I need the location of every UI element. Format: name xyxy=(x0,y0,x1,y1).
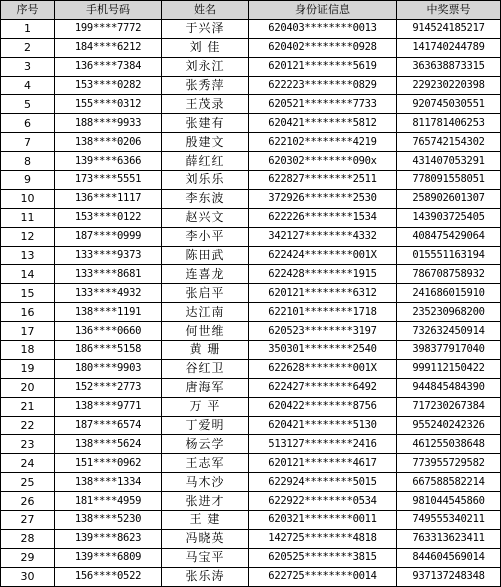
name-cell: 刘 佳 xyxy=(162,38,249,57)
table-row xyxy=(1,284,501,303)
serial-number-cell: 9 xyxy=(1,171,55,190)
name-cell: 张乐涛 xyxy=(162,567,249,586)
id-info-cell: 622827********2511 xyxy=(249,171,397,190)
phone-number-cell: 138****5230 xyxy=(55,511,162,530)
name-cell: 丁爱明 xyxy=(162,416,249,435)
id-info-cell: 142725********4818 xyxy=(249,529,397,548)
phone-number-cell: 139****6366 xyxy=(55,152,162,171)
header-name: 姓名 xyxy=(162,1,249,20)
phone-number-cell: 199****7772 xyxy=(55,19,162,38)
phone-number-cell: 156****0522 xyxy=(55,567,162,586)
name-cell: 殷建文 xyxy=(162,133,249,152)
phone-number-cell: 188****9933 xyxy=(55,114,162,133)
name-cell: 张进才 xyxy=(162,492,249,511)
ticket-number-cell: 431407053291 xyxy=(397,152,501,171)
table-row xyxy=(1,114,501,133)
serial-number-cell: 7 xyxy=(1,133,55,152)
ticket-number-cell: 763313623411 xyxy=(397,529,501,548)
serial-number-cell: 17 xyxy=(1,322,55,341)
phone-number-cell: 138****5624 xyxy=(55,435,162,454)
id-info-cell: 620403********0013 xyxy=(249,19,397,38)
name-cell: 李小平 xyxy=(162,227,249,246)
table-row xyxy=(1,303,501,322)
table-row xyxy=(1,57,501,76)
phone-number-cell: 152****2773 xyxy=(55,378,162,397)
phone-number-cell: 138****0206 xyxy=(55,133,162,152)
header-row xyxy=(1,1,501,20)
serial-number-cell: 12 xyxy=(1,227,55,246)
ticket-number-cell: 229230220398 xyxy=(397,76,501,95)
id-info-cell: 622628********001X xyxy=(249,359,397,378)
phone-number-cell: 136****7384 xyxy=(55,57,162,76)
table-row xyxy=(1,152,501,171)
ticket-number-cell: 786708758932 xyxy=(397,265,501,284)
table-row xyxy=(1,189,501,208)
ticket-number-cell: 732632450914 xyxy=(397,322,501,341)
table-row xyxy=(1,397,501,416)
phone-number-cell: 151****0962 xyxy=(55,454,162,473)
table-row xyxy=(1,208,501,227)
table-row xyxy=(1,548,501,567)
id-info-cell: 620402********0928 xyxy=(249,38,397,57)
id-info-cell: 372926********2530 xyxy=(249,189,397,208)
name-cell: 王茂录 xyxy=(162,95,249,114)
phone-number-cell: 136****0660 xyxy=(55,322,162,341)
table-row xyxy=(1,133,501,152)
id-info-cell: 622226********1534 xyxy=(249,208,397,227)
table-row xyxy=(1,359,501,378)
name-cell: 冯晓英 xyxy=(162,529,249,548)
ticket-number-cell: 920745030551 xyxy=(397,95,501,114)
table-header xyxy=(1,1,501,20)
serial-number-cell: 14 xyxy=(1,265,55,284)
id-info-cell: 622922********0534 xyxy=(249,492,397,511)
serial-number-cell: 4 xyxy=(1,76,55,95)
table-row xyxy=(1,473,501,492)
phone-number-cell: 139****6809 xyxy=(55,548,162,567)
ticket-number-cell: 398377917040 xyxy=(397,341,501,360)
id-info-cell: 622223********0829 xyxy=(249,76,397,95)
name-cell: 谷红卫 xyxy=(162,359,249,378)
name-cell: 刘永江 xyxy=(162,57,249,76)
phone-number-cell: 153****0122 xyxy=(55,208,162,227)
serial-number-cell: 21 xyxy=(1,397,55,416)
ticket-number-cell: 363638873315 xyxy=(397,57,501,76)
name-cell: 陈田武 xyxy=(162,246,249,265)
serial-number-cell: 13 xyxy=(1,246,55,265)
ticket-number-cell: 015551163194 xyxy=(397,246,501,265)
phone-number-cell: 138****1334 xyxy=(55,473,162,492)
phone-number-cell: 138****9771 xyxy=(55,397,162,416)
ticket-number-cell: 999112150422 xyxy=(397,359,501,378)
serial-number-cell: 16 xyxy=(1,303,55,322)
header-winning-ticket: 中奖票号 xyxy=(397,1,501,20)
phone-number-cell: 153****0282 xyxy=(55,76,162,95)
serial-number-cell: 30 xyxy=(1,567,55,586)
id-info-cell: 620121********6312 xyxy=(249,284,397,303)
name-cell: 连喜龙 xyxy=(162,265,249,284)
table-row xyxy=(1,171,501,190)
table-row xyxy=(1,341,501,360)
phone-number-cell: 173****5551 xyxy=(55,171,162,190)
name-cell: 于兴泽 xyxy=(162,19,249,38)
phone-number-cell: 184****6212 xyxy=(55,38,162,57)
name-cell: 达江南 xyxy=(162,303,249,322)
ticket-number-cell: 143903725405 xyxy=(397,208,501,227)
id-info-cell: 620523********3197 xyxy=(249,322,397,341)
phone-number-cell: 181****4959 xyxy=(55,492,162,511)
ticket-number-cell: 749555340211 xyxy=(397,511,501,530)
name-cell: 张启平 xyxy=(162,284,249,303)
name-cell: 赵兴文 xyxy=(162,208,249,227)
phone-number-cell: 187****6574 xyxy=(55,416,162,435)
serial-number-cell: 20 xyxy=(1,378,55,397)
table-row xyxy=(1,76,501,95)
header-id-info: 身份证信息 xyxy=(249,1,397,20)
ticket-number-cell: 955240242326 xyxy=(397,416,501,435)
phone-number-cell: 187****0999 xyxy=(55,227,162,246)
serial-number-cell: 10 xyxy=(1,189,55,208)
table-row xyxy=(1,265,501,284)
table-row xyxy=(1,227,501,246)
header-phone-number: 手机号码 xyxy=(55,1,162,20)
ticket-number-cell: 241686015910 xyxy=(397,284,501,303)
table-row xyxy=(1,416,501,435)
id-info-cell: 620121********5619 xyxy=(249,57,397,76)
table-row xyxy=(1,511,501,530)
serial-number-cell: 25 xyxy=(1,473,55,492)
table-body xyxy=(1,19,501,586)
id-info-cell: 620525********3815 xyxy=(249,548,397,567)
name-cell: 薛红红 xyxy=(162,152,249,171)
id-info-cell: 620421********5812 xyxy=(249,114,397,133)
ticket-number-cell: 914524185217 xyxy=(397,19,501,38)
id-info-cell: 622424********001X xyxy=(249,246,397,265)
phone-number-cell: 139****8623 xyxy=(55,529,162,548)
id-info-cell: 622102********4219 xyxy=(249,133,397,152)
table-row xyxy=(1,322,501,341)
ticket-number-cell: 461255038648 xyxy=(397,435,501,454)
ticket-number-cell: 258902601307 xyxy=(397,189,501,208)
serial-number-cell: 27 xyxy=(1,511,55,530)
serial-number-cell: 6 xyxy=(1,114,55,133)
name-cell: 王 建 xyxy=(162,511,249,530)
ticket-number-cell: 778091558051 xyxy=(397,171,501,190)
id-info-cell: 622101********1718 xyxy=(249,303,397,322)
ticket-number-cell: 141740244789 xyxy=(397,38,501,57)
serial-number-cell: 1 xyxy=(1,19,55,38)
phone-number-cell: 186****5158 xyxy=(55,341,162,360)
name-cell: 王志军 xyxy=(162,454,249,473)
serial-number-cell: 23 xyxy=(1,435,55,454)
phone-number-cell: 133****9373 xyxy=(55,246,162,265)
ticket-number-cell: 773955729582 xyxy=(397,454,501,473)
serial-number-cell: 15 xyxy=(1,284,55,303)
id-info-cell: 620121********4617 xyxy=(249,454,397,473)
id-info-cell: 620421********5130 xyxy=(249,416,397,435)
serial-number-cell: 3 xyxy=(1,57,55,76)
id-info-cell: 622725********0014 xyxy=(249,567,397,586)
id-info-cell: 513127********2416 xyxy=(249,435,397,454)
ticket-number-cell: 667588582214 xyxy=(397,473,501,492)
name-cell: 刘乐乐 xyxy=(162,171,249,190)
phone-number-cell: 180****9903 xyxy=(55,359,162,378)
phone-number-cell: 155****0312 xyxy=(55,95,162,114)
name-cell: 杨云学 xyxy=(162,435,249,454)
name-cell: 黄 珊 xyxy=(162,341,249,360)
ticket-number-cell: 408475429064 xyxy=(397,227,501,246)
table-row xyxy=(1,38,501,57)
serial-number-cell: 28 xyxy=(1,529,55,548)
name-cell: 张建有 xyxy=(162,114,249,133)
ticket-number-cell: 765742154302 xyxy=(397,133,501,152)
ticket-number-cell: 235230968200 xyxy=(397,303,501,322)
ticket-number-cell: 937137248348 xyxy=(397,567,501,586)
name-cell: 李东波 xyxy=(162,189,249,208)
table-row xyxy=(1,246,501,265)
id-info-cell: 350301********2540 xyxy=(249,341,397,360)
serial-number-cell: 11 xyxy=(1,208,55,227)
ticket-number-cell: 811781406253 xyxy=(397,114,501,133)
table-row xyxy=(1,19,501,38)
phone-number-cell: 136****1117 xyxy=(55,189,162,208)
serial-number-cell: 22 xyxy=(1,416,55,435)
table-row xyxy=(1,529,501,548)
table-row xyxy=(1,454,501,473)
ticket-number-cell: 944845484390 xyxy=(397,378,501,397)
serial-number-cell: 18 xyxy=(1,341,55,360)
id-info-cell: 622924********5015 xyxy=(249,473,397,492)
id-info-cell: 622427********6492 xyxy=(249,378,397,397)
serial-number-cell: 24 xyxy=(1,454,55,473)
table-row xyxy=(1,95,501,114)
name-cell: 马木沙 xyxy=(162,473,249,492)
serial-number-cell: 19 xyxy=(1,359,55,378)
id-info-cell: 620302********090x xyxy=(249,152,397,171)
serial-number-cell: 8 xyxy=(1,152,55,171)
phone-number-cell: 133****4932 xyxy=(55,284,162,303)
name-cell: 何世维 xyxy=(162,322,249,341)
ticket-number-cell: 981044545860 xyxy=(397,492,501,511)
ticket-number-cell: 844604569014 xyxy=(397,548,501,567)
table-row xyxy=(1,435,501,454)
phone-number-cell: 133****8681 xyxy=(55,265,162,284)
table-row xyxy=(1,492,501,511)
table-row xyxy=(1,378,501,397)
id-info-cell: 342127********4332 xyxy=(249,227,397,246)
name-cell: 张秀萍 xyxy=(162,76,249,95)
header-serial-number: 序号 xyxy=(1,1,55,20)
id-info-cell: 620422********8756 xyxy=(249,397,397,416)
name-cell: 唐海军 xyxy=(162,378,249,397)
name-cell: 马宝平 xyxy=(162,548,249,567)
ticket-number-cell: 717230267384 xyxy=(397,397,501,416)
id-info-cell: 622428********1915 xyxy=(249,265,397,284)
serial-number-cell: 2 xyxy=(1,38,55,57)
phone-number-cell: 138****1191 xyxy=(55,303,162,322)
name-cell: 万 平 xyxy=(162,397,249,416)
id-info-cell: 620321********0011 xyxy=(249,511,397,530)
serial-number-cell: 29 xyxy=(1,548,55,567)
table-row xyxy=(1,567,501,586)
serial-number-cell: 26 xyxy=(1,492,55,511)
id-info-cell: 620521********7733 xyxy=(249,95,397,114)
serial-number-cell: 5 xyxy=(1,95,55,114)
